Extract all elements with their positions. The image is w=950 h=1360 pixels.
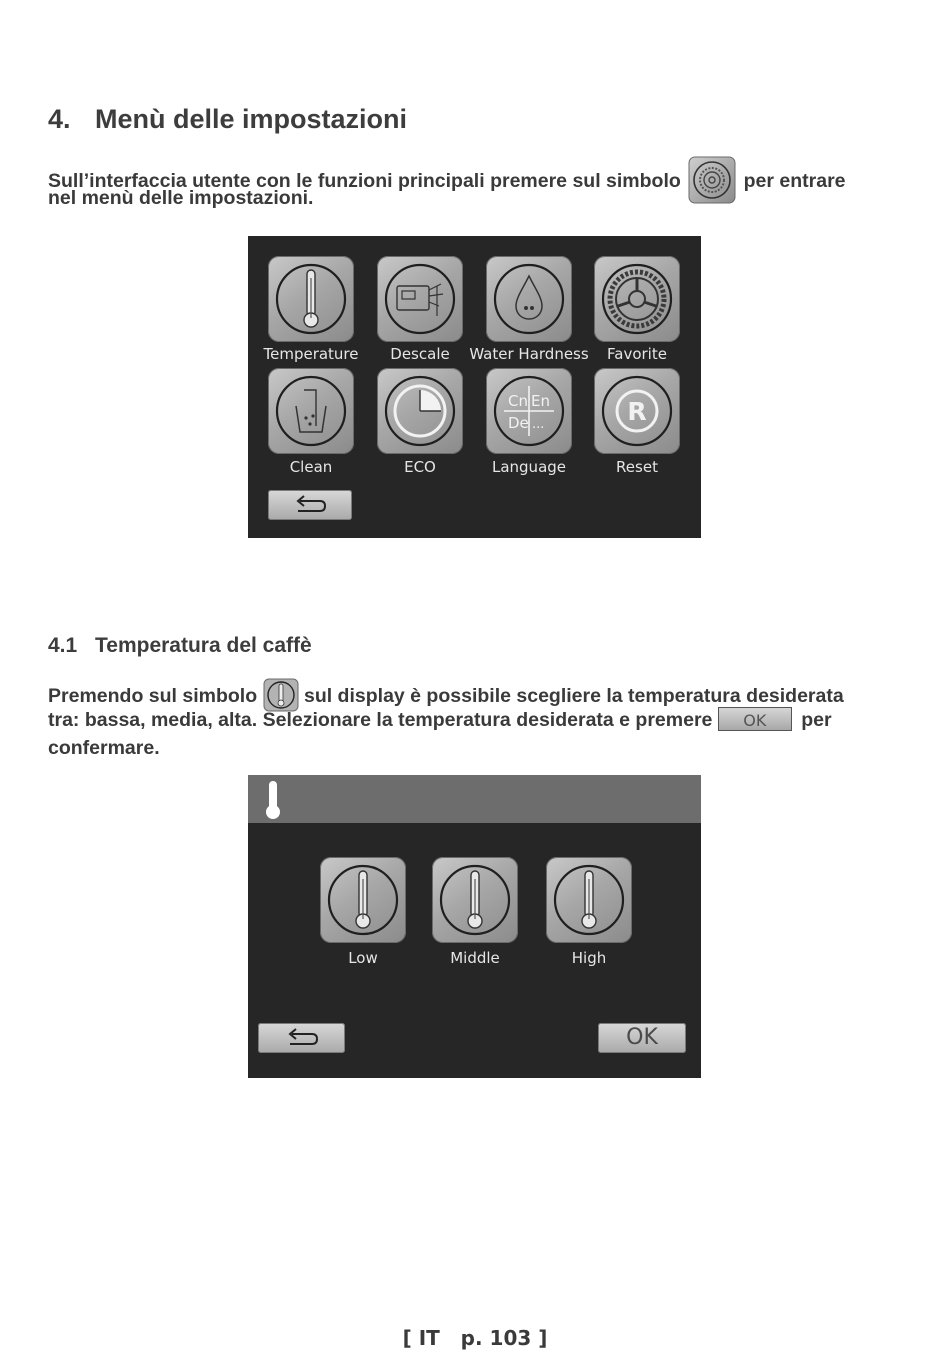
temperature-screen — [248, 775, 701, 1078]
settings-menu-screen — [248, 236, 701, 538]
intro-text-part2: per entrare — [743, 170, 846, 193]
inline-ok-label: OK — [743, 710, 767, 730]
temp-text-part1: Premendo sul simbolo — [48, 685, 258, 708]
subsection-number: 4.1 — [48, 634, 78, 657]
language-icon — [486, 368, 572, 454]
reset-label: Reset — [616, 458, 658, 476]
temperature-tile[interactable] — [268, 256, 354, 342]
thermometer-icon — [263, 678, 299, 712]
temp-high-label: High — [571, 949, 607, 967]
temp-text-line3: confermare. — [48, 737, 160, 759]
language-tile[interactable] — [486, 368, 572, 454]
temp-text-part4: per — [801, 709, 832, 731]
temp-low-label: Low — [348, 949, 378, 967]
thermometer-icon — [546, 857, 632, 943]
temp-text-part2: sul display è possibile scegliere la temperatura desiderata — [303, 685, 844, 708]
reset-r-icon — [594, 368, 680, 454]
reset-tile[interactable] — [594, 368, 680, 454]
temperature-paragraph — [48, 680, 906, 761]
clean-cup-icon — [268, 368, 354, 454]
back-arrow-icon — [268, 490, 352, 520]
water-hardness-label: Water Hardness — [469, 345, 589, 363]
thermometer-icon — [268, 256, 354, 342]
eco-tile[interactable] — [377, 368, 463, 454]
ok-button[interactable] — [598, 1023, 686, 1053]
descale-tile[interactable] — [377, 256, 463, 342]
language-glyph-en: En — [531, 392, 550, 410]
temp-text-part3: tra: bassa, media, alta. Selezionare la temperatura desiderata e premere — [48, 709, 713, 731]
descale-icon — [377, 256, 463, 342]
clean-tile[interactable] — [268, 368, 354, 454]
eco-label: ECO — [404, 458, 436, 476]
language-label: Language — [491, 458, 567, 476]
language-glyph-more: ... — [532, 417, 545, 432]
subsection-title: Temperatura del caffè — [95, 634, 312, 657]
back-button[interactable] — [258, 1023, 345, 1053]
section-title: Menù delle impostazioni — [95, 104, 408, 134]
descale-label: Descale — [390, 345, 450, 363]
intro-text-line2: nel menù delle impostazioni. — [48, 187, 314, 209]
eco-clock-icon — [377, 368, 463, 454]
temp-middle-button[interactable] — [432, 857, 518, 943]
favorite-label: Favorite — [607, 345, 667, 363]
favorite-tile[interactable] — [594, 256, 680, 342]
temp-high-button[interactable] — [546, 857, 632, 943]
thermometer-icon — [432, 857, 518, 943]
ok-button-label: OK — [626, 1025, 658, 1050]
thermometer-icon — [262, 775, 302, 823]
section-heading — [48, 104, 407, 135]
subsection-heading — [48, 634, 312, 658]
water-drop-icon — [486, 256, 572, 342]
intro-text-part1: Sull’interfaccia utente con le funzioni principali premere sul simbolo — [48, 170, 681, 193]
language-glyph-cn: Cn — [508, 392, 528, 410]
temperature-label: Temperature — [263, 345, 359, 363]
temperature-header — [248, 775, 701, 823]
inline-ok-button-image — [718, 707, 792, 731]
thermometer-icon — [320, 857, 406, 943]
section-number: 4. — [48, 104, 71, 134]
intro-paragraph — [48, 158, 906, 211]
reset-glyph: R — [627, 397, 647, 426]
temp-middle-label: Middle — [450, 949, 500, 967]
temp-low-button[interactable] — [320, 857, 406, 943]
back-button[interactable] — [268, 490, 352, 520]
favorite-gear-icon — [594, 256, 680, 342]
language-glyph-de: De — [508, 414, 529, 432]
water-hardness-tile[interactable] — [486, 256, 572, 342]
clean-label: Clean — [289, 458, 333, 476]
page-footer: [ IT p. 103 ] — [402, 1326, 548, 1350]
back-arrow-icon — [258, 1023, 345, 1053]
